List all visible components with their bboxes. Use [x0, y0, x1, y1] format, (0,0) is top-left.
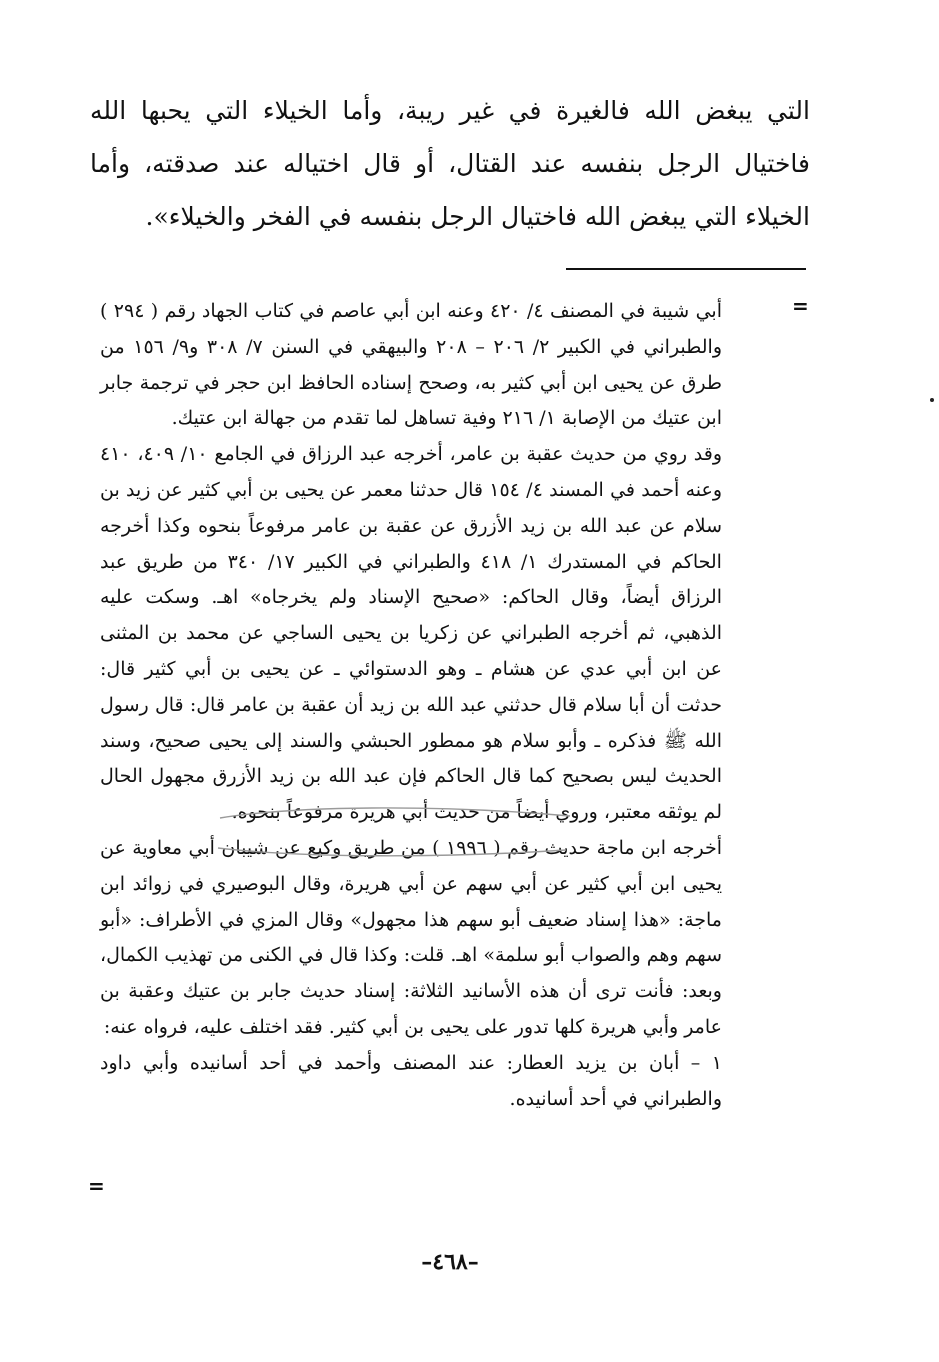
page-number: –٤٦٨–: [421, 1249, 479, 1275]
continuation-mark-bottom: =: [88, 1174, 105, 1198]
footnote-paragraph-1: أبي شيبة في المصنف ٤/ ٤٢٠ وعنه ابن أبي عاصم في كتاب الجهاد رقم ( ٢٩٤ ) والطبراني في الكبير ٢/ ٢٠٦ – ٢٠٨ والبيهقي في السنن ٧/ ٣٠٨ و٩/ ١٥٦ من طرق عن يحيى ابن أبي كثير به، وصحح إسناده الحافظ ابن حجر في ترجمة جابر ابن عتيك من الإصابة ١/ ٢١٦ وفية تساهل لما تقدم من جهالة ابن عتيك.: [100, 300, 722, 430]
footnote-paragraph-3: أخرجه ابن ماجة حديث رقم ( ١٩٩٦ ) من طريق وكيع عن شيبان أبي معاوية عن يحيى ابن أبي كثير عن أبي سهم عن أبي هريرة، وقال البوصيري في زوائد ابن ماجة: «هذا إسناد ضعيف أبو سهم هذا مجهول» وقال المزي في الأطراف: «أبو سهم وهم والصواب أبو سلمة» اهـ. قلت: وكذا قال في الكنى من تهذيب الكمال، وبعد: فأنت ترى أن هذه الأسانيد الثلاثة: إسناد حديث جابر بن عتيك وعقبة بن عامر وأبي هريرة كلها تدور على يحيى بن أبي كثير. فقد اختلف عليه، فرواه عنه:: [100, 836, 722, 1038]
footnote-separator: [566, 268, 806, 270]
scan-speck: [930, 398, 934, 402]
main-text: [90, 84, 810, 243]
footnotes: [100, 294, 722, 1117]
continuation-mark-top: =: [792, 294, 809, 318]
footnote-paragraph-2: وقد روي من حديث عقبة بن عامر، أخرجه عبد الرزاق في الجامع ١٠/ ٤٠٩، ٤١٠ وعنه أحمد في المسند ٤/ ١٥٤ قال حدثنا معمر عن يحيى بن أبي كثير عن زيد بن سلام عن عبد الله بن زيد الأزرق عن عقبة بن عامر مرفوعاً بنحوه وكذا أخرجه الحاكم في المستدرك ١/ ٤١٨ والطبراني في الكبير ١٧/ ٣٤٠ من طريق عبد الرزاق أيضاً، وقال الحاكم: «صحيح الإسناد ولم يخرجاه» اهـ. وسكت عليه الذهبي، ثم أخرجه الطبراني عن زكريا بن يحيى الساجي عن محمد بن المثنى عن ابن أبي عدي عن هشام ـ وهو الدستوائي ـ عن يحيى بن أبي كثير قال: حدثت أن أبا سلام قال حدثني عبد الله بن زيد أن عقبة بن عامر قال: قال رسول الله ﷺ فذكره ـ وأبو سلام هو ممطور الحبشي والسند إلى يحيى صحيح، وسند الحديث ليس بصحيح كما قال الحاكم فإن عبد الله بن زيد الأزرق مجهول الحال لم يوثقه معتبر، وروي أيضاً من حديث أبي هريرة مرفوعاً بنحوه.: [100, 443, 723, 824]
pencil-underline-mark: [214, 804, 574, 864]
main-paragraph: التي يبغض الله فالغيرة في غير ريبة، وأما الخيلاء التي يحبها الله فاختيال الرجل بنفسه عند القتال، أو قال اختياله عند صدقته، وأما الخيلاء التي يبغض الله فاختيال الرجل بنفسه في الفخر والخيلاء».: [90, 96, 810, 231]
footnote-paragraph-4: ١ – أبان بن يزيد العطار: عند المصنف وأحمد في أحد أسانيده وأبي داود والطبراني في أحد أسانيده.: [100, 1051, 722, 1110]
